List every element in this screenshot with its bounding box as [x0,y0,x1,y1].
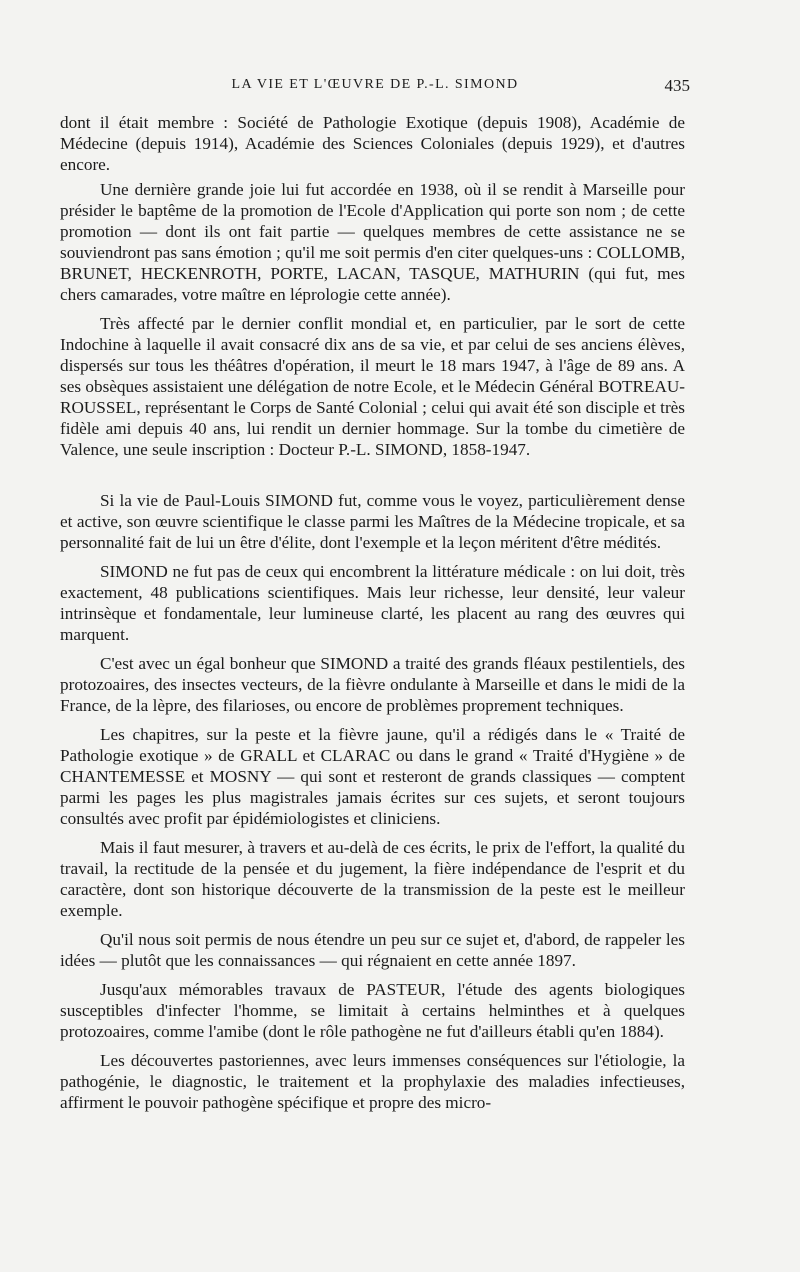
page-number: 435 [664,76,690,95]
paragraph-2: Une dernière grande joie lui fut accordée en 1938, où il se rendit à Marseille pour présider le baptême de la promotion de l'Ecole d'Application qui porte son nom ; de cette promotion — dont ils ont fait partie — quelques membres de cette assistance ne se souviendront pas sans émotion ; qu'il me soit permis d'en citer quelques-uns : COLLOMB, BRUNET, HECKENROTH, PORTE, LACAN, TASQUE, MATHURIN (qui fut, mes chers camarades, votre maître en léprologie cette année). [60,180,685,304]
body-text [60,112,685,1121]
paragraph-6: C'est avec un égal bonheur que SIMOND a traité des grands fléaux pestilentiels, des protozoaires, des insectes vecteurs, de la fièvre ondulante à Marseille et dans le midi de la France, de la lèpre, des filarioses, ou encore de problèmes proprement techniques. [60,654,685,715]
paragraph-1: dont il était membre : Société de Pathologie Exotique (depuis 1908), Académie de Médecine (depuis 1914), Académie des Sciences Coloniales (depuis 1929), et d'autres encore. [60,113,685,174]
header-title: LA VIE ET L'ŒUVRE DE P.-L. SIMOND [231,77,519,92]
paragraph-4: Si la vie de Paul-Louis SIMOND fut, comme vous le voyez, particulièrement dense et active, son œuvre scientifique le classe parmi les Maîtres de la Médecine tropicale, et sa personnalité fait de lui un être d'élite, dont l'exemple et la leçon méritent d'être médités. [60,491,685,552]
paragraph-11: Les découvertes pastoriennes, avec leurs immenses conséquences sur l'étiologie, la pathogénie, le diagnostic, le traitement et la prophylaxie des maladies infectieuses, affirment le pouvoir pathogène spécifique et propre des micro- [60,1051,685,1112]
paragraph-7: Les chapitres, sur la peste et la fièvre jaune, qu'il a rédigés dans le « Traité de Pathologie exotique » de GRALL et CLARAC ou dans le grand « Traité d'Hygiène » de CHANTEMESSE et MOSNY — qui sont et resteront de grands classiques — comptent parmi les pages les plus magistrales jamais écrites sur ces sujets, et seront toujours consultés avec profit par épidémiologistes et cliniciens. [60,725,685,828]
paragraph-9: Qu'il nous soit permis de nous étendre un peu sur ce sujet et, d'abord, de rappeler les idées — plutôt que les connaissances — qui régnaient en cette année 1897. [60,930,685,970]
paragraph-8: Mais il faut mesurer, à travers et au-delà de ces écrits, le prix de l'effort, la qualité du travail, la rectitude de la pensée et du jugement, la fière indépendance de l'esprit et du caractère, dont son historique découverte de la transmission de la peste est le meilleur exemple. [60,838,685,920]
running-header [60,77,690,99]
paragraph-3: Très affecté par le dernier conflit mondial et, en particulier, par le sort de cette Indochine à laquelle il avait consacré dix ans de sa vie, et par celui de ses anciens élèves, dispersés sur tous les théâtres d'opération, il meurt le 18 mars 1947, à l'âge de 89 ans. A ses obsèques assistaient une délégation de notre Ecole, et le Médecin Général BOTREAU-ROUSSEL, représentant le Corps de Santé Colonial ; celui qui avait été son disciple et très fidèle ami depuis 40 ans, lui rendit un dernier hommage. Sur la tombe du cimetière de Valence, une seule inscription : Docteur P.-L. SIMOND, 1858-1947. [60,314,685,459]
paragraph-10: Jusqu'aux mémorables travaux de PASTEUR, l'étude des agents biologiques susceptibles d'infecter l'homme, se limitait à certains helminthes et à quelques protozoaires, comme l'amibe (dont le rôle pathogène ne fut d'ailleurs établi qu'en 1884). [60,980,685,1041]
paragraph-5: SIMOND ne fut pas de ceux qui encombrent la littérature médicale : on lui doit, très exactement, 48 publications scientifiques. Mais leur richesse, leur densité, leur valeur intrinsèque et fondamentale, leur lumineuse clarté, les placent au rang des œuvres qui marquent. [60,562,685,644]
